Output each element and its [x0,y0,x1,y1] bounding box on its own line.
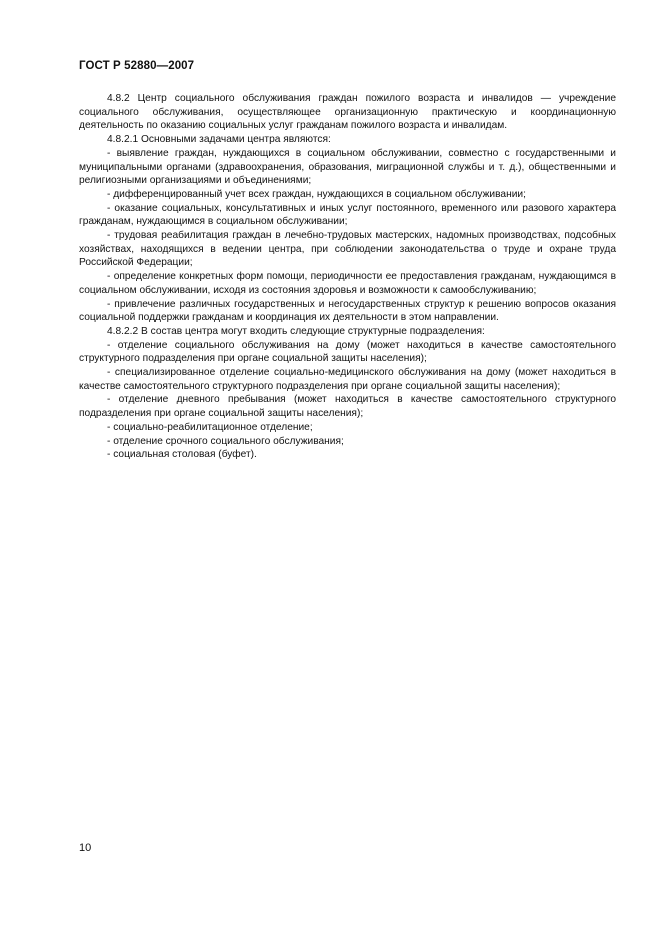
list-item: - привлечение различных государственных и негосударственных структур к решению вопросов оказания социальной поддержки гражданам и координация их деятельности в этом направлении. [79,298,616,324]
list-item: - отделение дневного пребывания (может находиться в качестве самостоятельного структурного подразделения при органе социальной защиты населения); [79,394,616,420]
paragraph-4-8-2-1: 4.8.2.1 Основными задачами центра являются: [107,134,331,146]
list-item: - социальная столовая (буфет). [107,449,257,461]
list-item: - социально-реабилитационное отделение; [107,421,313,433]
page-number: 10 [79,842,92,854]
list-item: - дифференцированный учет всех граждан, нуждающихся в социальном обслуживании; [107,188,526,200]
document-header: ГОСТ Р 52880—2007 [79,60,195,72]
list-item: - отделение социального обслуживания на дому (может находиться в качестве самостоятельного структурного подразделения при органе социальной защиты населения); [79,339,616,365]
document-body [79,92,616,462]
list-item: - отделение срочного социального обслуживания; [107,435,344,447]
paragraph-4-8-2: 4.8.2 Центр социального обслуживания граждан пожилого возраста и инвалидов — учреждение социального обслуживания, осуществляющее организационную практическую и координационную деятельность по оказанию социальных услуг гражданам пожилого возраста и инвалидам. [79,93,616,132]
list-item: - выявление граждан, нуждающихся в социальном обслуживании, совместно с государственными и муниципальными органами (здравоохранения, образования, миграционной службы и т. д.), общественными и религиозными организациями и объединениями; [79,147,616,187]
list-item: - определение конкретных форм помощи, периодичности ее предоставления гражданам, нуждающимся в социальном обслуживании, исходя из состояния здоровья и возможности к самообслуживанию; [79,271,616,296]
list-item: - оказание социальных, консультативных и иных услуг постоянного, временного или разового характера гражданам, нуждающимся в социальном обслуживании; [79,202,616,228]
list-item: - специализированное отделение социально-медицинского обслуживания на дому (может находиться в качестве самостоятельного структурного подразделения при органе социальной защиты населения); [79,367,616,392]
paragraph-4-8-2-2: 4.8.2.2 В состав центра могут входить следующие структурные подразделения: [107,325,485,337]
list-item: - трудовая реабилитация граждан в лечебно-трудовых мастерских, надомных производствах, подсобных хозяйствах, находящихся в ведении центра, при соблюдении законодательства о труде и охране труда Российской Федерации; [79,230,616,269]
